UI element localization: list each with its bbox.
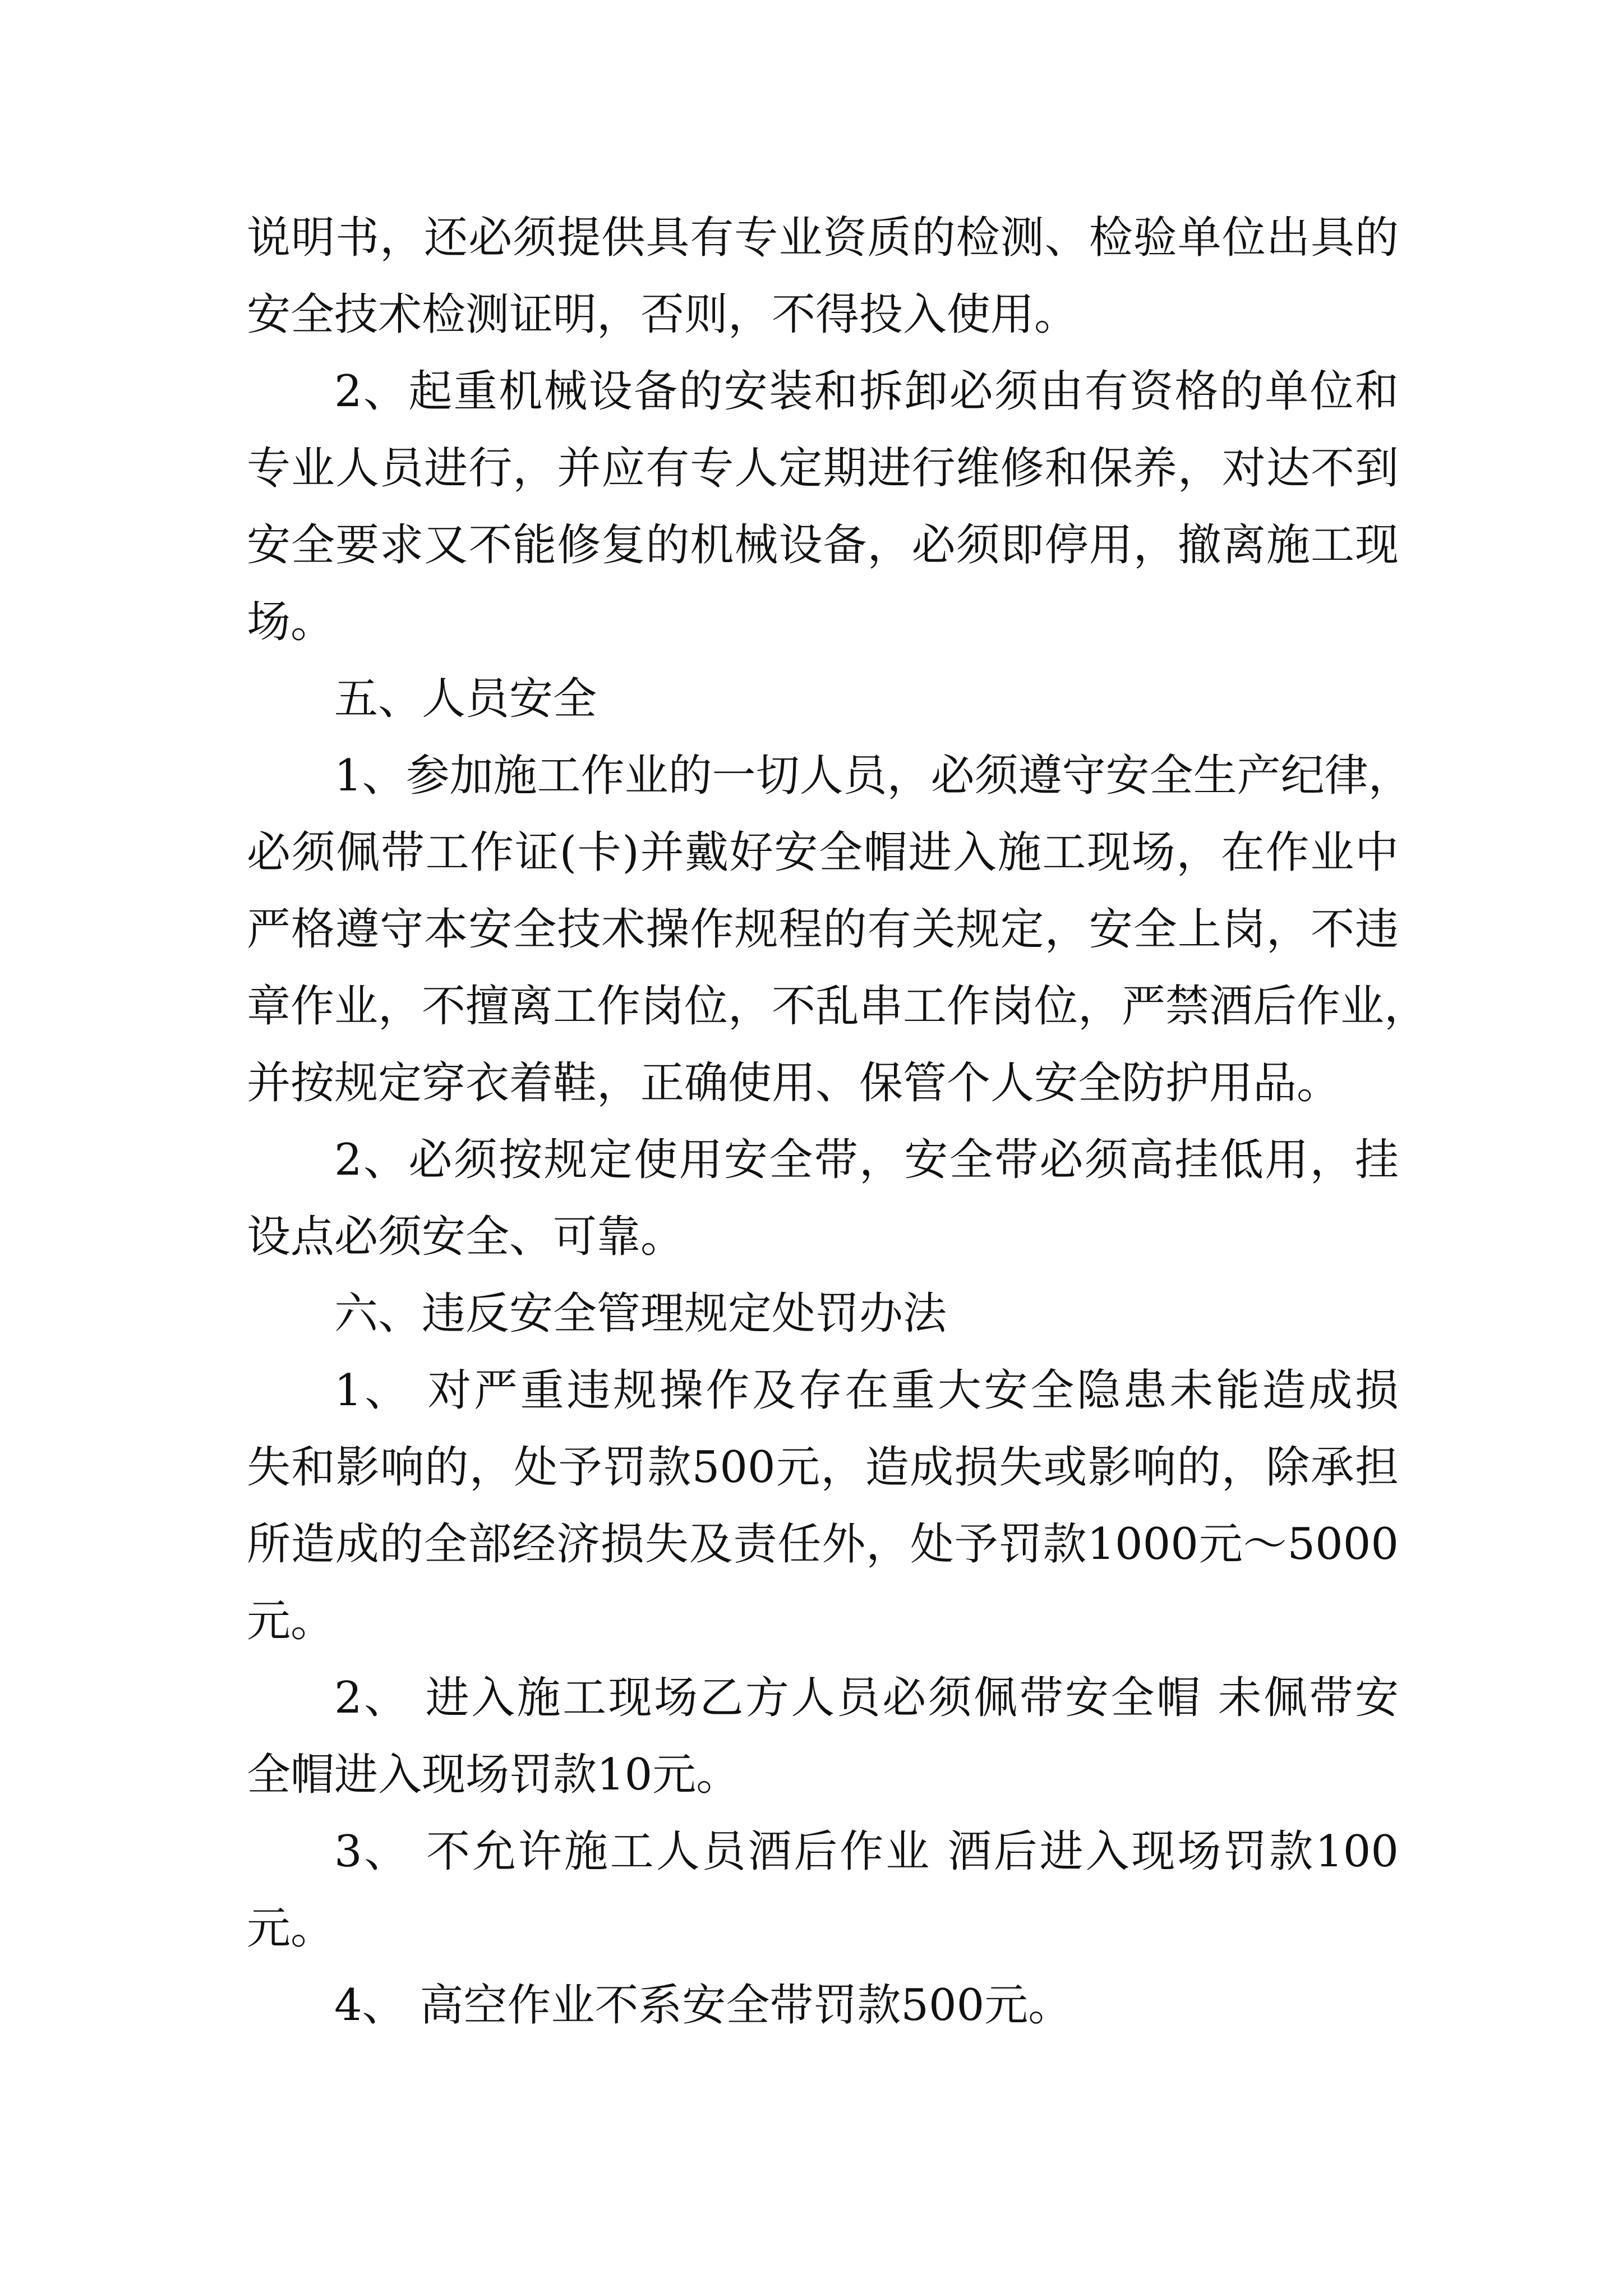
paragraph-line: 场。 bbox=[247, 597, 335, 647]
section-heading: 六、违反安全管理规定处罚办法 bbox=[334, 1289, 947, 1339]
paragraph-line: 全帽进入现场罚款10元。 bbox=[247, 1750, 740, 1800]
paragraph-line: 严格遵守本安全技术操作规程的有关规定，安全上岗，不违 bbox=[247, 904, 1399, 955]
paragraph-line: 安全技术检测证明，否则，不得投入使用。 bbox=[247, 289, 1078, 340]
paragraph-line: 并按规定穿衣着鞋，正确使用、保管个人安全防护用品。 bbox=[247, 1058, 1341, 1108]
paragraph-line: 2、必须按规定使用安全带，安全带必须高挂低用，挂 bbox=[334, 1135, 1399, 1185]
paragraph-line: 4、 高空作业不系安全带罚款500元。 bbox=[334, 1980, 1072, 2031]
paragraph-line: 元。 bbox=[247, 1596, 335, 1646]
paragraph-line: 必须佩带工作证(卡)并戴好安全帽进入施工现场，在作业中 bbox=[247, 827, 1399, 878]
paragraph-line: 3、 不允许施工人员酒后作业 酒后进入现场罚款100 bbox=[334, 1826, 1399, 1877]
paragraph-line: 2、 进入施工现场乙方人员必须佩带安全帽 未佩带安 bbox=[334, 1673, 1399, 1723]
paragraph-line: 1、 对严重违规操作及存在重大安全隐患未能造成损 bbox=[334, 1365, 1399, 1416]
paragraph-line: 安全要求又不能修复的机械设备，必须即停用，撤离施工现 bbox=[247, 520, 1399, 570]
paragraph-line: 所造成的全部经济损失及责任外，处予罚款1000元～5000 bbox=[247, 1519, 1399, 1570]
section-heading: 五、人员安全 bbox=[334, 674, 597, 724]
paragraph-line: 失和影响的，处予罚款500元，造成损失或影响的，除承担 bbox=[247, 1442, 1399, 1493]
paragraph-line: 2、起重机械设备的安装和拆卸必须由有资格的单位和 bbox=[334, 366, 1399, 417]
paragraph-line: 1、参加施工作业的一切人员，必须遵守安全生产纪律， bbox=[334, 751, 1412, 801]
paragraph-line: 章作业，不擅离工作岗位，不乱串工作岗位，严禁酒后作业， bbox=[247, 981, 1428, 1032]
paragraph-line: 设点必须安全、可靠。 bbox=[247, 1212, 685, 1262]
paragraph-line: 说明书，还必须提供具有专业资质的检测、检验单位出具的 bbox=[247, 213, 1399, 263]
paragraph-line: 元。 bbox=[247, 1903, 335, 1954]
document-body bbox=[247, 200, 1428, 2044]
paragraph-line: 专业人员进行，并应有专人定期进行维修和保养，对达不到 bbox=[247, 443, 1399, 494]
